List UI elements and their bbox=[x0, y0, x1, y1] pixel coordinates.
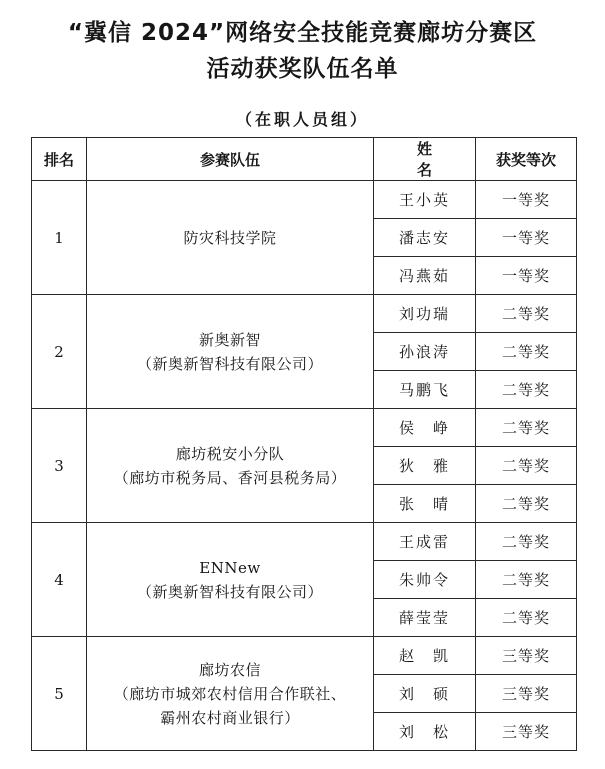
award-level: 三等奖 bbox=[476, 713, 577, 751]
team-name: 防灾科技学院 bbox=[183, 228, 277, 247]
table-row bbox=[32, 637, 577, 675]
team-cell bbox=[87, 295, 374, 409]
member-name: 刘功瑞 bbox=[374, 295, 476, 333]
header-team: 参赛队伍 bbox=[87, 138, 374, 181]
award-level: 一等奖 bbox=[476, 257, 577, 295]
member-name: 张 晴 bbox=[374, 485, 476, 523]
award-level: 二等奖 bbox=[476, 447, 577, 485]
team-name: 新奥新智 bbox=[198, 330, 261, 349]
team-cell bbox=[87, 409, 374, 523]
team-cell bbox=[87, 637, 374, 751]
awards-table bbox=[31, 137, 577, 751]
award-level: 二等奖 bbox=[476, 295, 577, 333]
member-name: 冯燕茹 bbox=[374, 257, 476, 295]
award-level: 二等奖 bbox=[476, 561, 577, 599]
member-name: 朱帅令 bbox=[374, 561, 476, 599]
member-name: 王小英 bbox=[374, 181, 476, 219]
award-level: 二等奖 bbox=[476, 333, 577, 371]
team-organization: （新奥新智科技有限公司） bbox=[136, 582, 323, 601]
header-name: 姓 名 bbox=[374, 138, 476, 181]
team-cell bbox=[87, 181, 374, 295]
rank-cell: 1 bbox=[32, 181, 87, 295]
table-row bbox=[32, 523, 577, 561]
award-level: 二等奖 bbox=[476, 599, 577, 637]
rank-cell: 2 bbox=[32, 295, 87, 409]
member-name: 赵 凯 bbox=[374, 637, 476, 675]
member-name: 刘 松 bbox=[374, 713, 476, 751]
table-row bbox=[32, 295, 577, 333]
member-name: 刘 硕 bbox=[374, 675, 476, 713]
table-row bbox=[32, 409, 577, 447]
header-rank: 排名 bbox=[32, 138, 87, 181]
award-level: 二等奖 bbox=[476, 409, 577, 447]
team-cell bbox=[87, 523, 374, 637]
member-name: 薛莹莹 bbox=[374, 599, 476, 637]
member-name: 潘志安 bbox=[374, 219, 476, 257]
award-level: 二等奖 bbox=[476, 523, 577, 561]
member-name: 狄 雅 bbox=[374, 447, 476, 485]
team-name: ENNew bbox=[199, 558, 261, 577]
table-header bbox=[32, 138, 577, 181]
award-level: 三等奖 bbox=[476, 637, 577, 675]
team-organization: （新奥新智科技有限公司） bbox=[136, 354, 323, 373]
group-subtitle: （在职人员组） bbox=[235, 110, 369, 129]
team-organization: （廊坊市税务局、香河县税务局） bbox=[113, 468, 347, 487]
member-name: 王成雷 bbox=[374, 523, 476, 561]
award-level: 三等奖 bbox=[476, 675, 577, 713]
member-name: 马鹏飞 bbox=[374, 371, 476, 409]
document-title-line-2: 活动获奖队伍名单 bbox=[206, 56, 399, 82]
award-level: 二等奖 bbox=[476, 485, 577, 523]
member-name: 侯 峥 bbox=[374, 409, 476, 447]
member-name: 孙浪涛 bbox=[374, 333, 476, 371]
team-organization: 霸州农村商业银行） bbox=[160, 708, 300, 727]
award-level: 二等奖 bbox=[476, 371, 577, 409]
rank-cell: 3 bbox=[32, 409, 87, 523]
award-level: 一等奖 bbox=[476, 219, 577, 257]
header-award: 获奖等次 bbox=[476, 138, 577, 181]
table-body bbox=[32, 181, 577, 751]
team-organization: （廊坊市城郊农村信用合作联社、 bbox=[113, 684, 347, 703]
header-row bbox=[32, 138, 577, 181]
team-name: 廊坊农信 bbox=[198, 660, 261, 679]
rank-cell: 5 bbox=[32, 637, 87, 751]
rank-cell: 4 bbox=[32, 523, 87, 637]
table-row bbox=[32, 181, 577, 219]
team-name: 廊坊税安小分队 bbox=[175, 444, 285, 463]
document-title-line-1: “冀信 2024”网络安全技能竞赛廊坊分赛区 bbox=[67, 20, 538, 46]
award-level: 一等奖 bbox=[476, 181, 577, 219]
